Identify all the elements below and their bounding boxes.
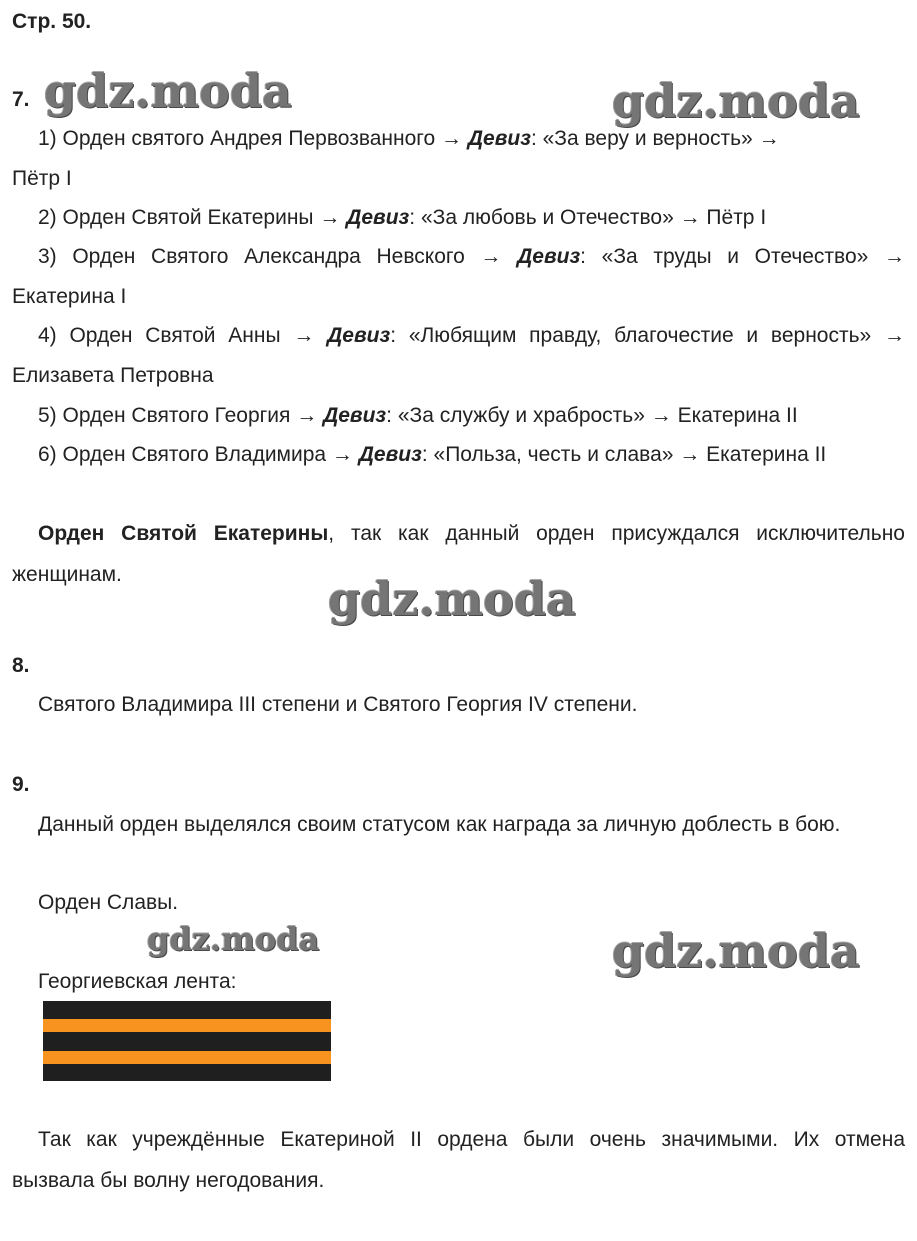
answer-text: вызвала бы волну негодования. (12, 1169, 325, 1192)
motto-text: : «За службу и храбрость» → Екатерина II (386, 404, 798, 427)
list-item (38, 245, 905, 269)
page-label: Стр. 50. (12, 10, 92, 33)
watermark-logo: gdz.moda (44, 64, 292, 118)
motto-label: Девиз (323, 404, 387, 427)
answer-text: Святого Владимира III степени и Святого Георгия IV степени. (38, 693, 638, 716)
motto-label: Девиз (517, 245, 581, 268)
order-name: 3) Орден Святого Александра Невского → (38, 245, 502, 268)
watermark-logo: gdz.moda (612, 74, 860, 128)
answer-text: Орден Славы. (38, 891, 179, 914)
answer-text: Данный орден выделялся своим статусом как награда за личную доблесть в бою. (38, 813, 841, 836)
watermark-logo: gdz.moda (328, 572, 576, 626)
order-name: 2) Орден Святой Екатерины → (38, 206, 341, 229)
answer-paragraph: Так как учреждённые Екатериной II ордена были очень значимыми. Их отмена (38, 1128, 905, 1151)
ribbon-caption: Георгиевская лента: (38, 970, 237, 993)
motto-text: : «За любовь и Отечество» → Пётр I (409, 206, 767, 229)
watermark-logo: gdz.moda (147, 920, 320, 958)
order-name: 4) Орден Святой Анны → (38, 324, 315, 347)
list-item (38, 206, 905, 230)
motto-text: : «Любящим правду, благочестие и верность» → (390, 324, 905, 347)
motto-label: Девиз (467, 127, 531, 150)
order-name: 1) Орден святого Андрея Первозванного → (38, 127, 463, 150)
motto-label: Девиз (358, 443, 422, 466)
founder-text: Екатерина I (12, 285, 127, 308)
answer-bold: Орден Святой Екатерины (38, 522, 329, 545)
list-item (38, 404, 905, 428)
order-name: 5) Орден Святого Георгия → (38, 404, 318, 427)
st-george-ribbon-image (43, 1001, 331, 1081)
list-item (38, 324, 905, 348)
founder-text: Елизавета Петровна (12, 364, 214, 387)
task-number: 7. (12, 88, 30, 111)
task-number: 9. (12, 773, 30, 796)
list-item (38, 443, 905, 467)
answer-text: женщинам. (12, 563, 122, 586)
motto-text: : «За веру и верность» → (530, 127, 780, 150)
answer-paragraph (38, 522, 905, 546)
answer-text: , так как данный орден присуждался исключительно (328, 522, 905, 545)
task-number: 8. (12, 654, 30, 677)
motto-text: : «За труды и Отечество» → (580, 245, 905, 268)
motto-label: Девиз (327, 324, 391, 347)
order-name: 6) Орден Святого Владимира → (38, 443, 353, 466)
motto-text: : «Польза, честь и слава» → Екатерина II (421, 443, 827, 466)
founder-text: Пётр I (12, 167, 72, 190)
motto-label: Девиз (346, 206, 410, 229)
list-item (38, 127, 905, 151)
watermark-logo: gdz.moda (612, 924, 860, 978)
